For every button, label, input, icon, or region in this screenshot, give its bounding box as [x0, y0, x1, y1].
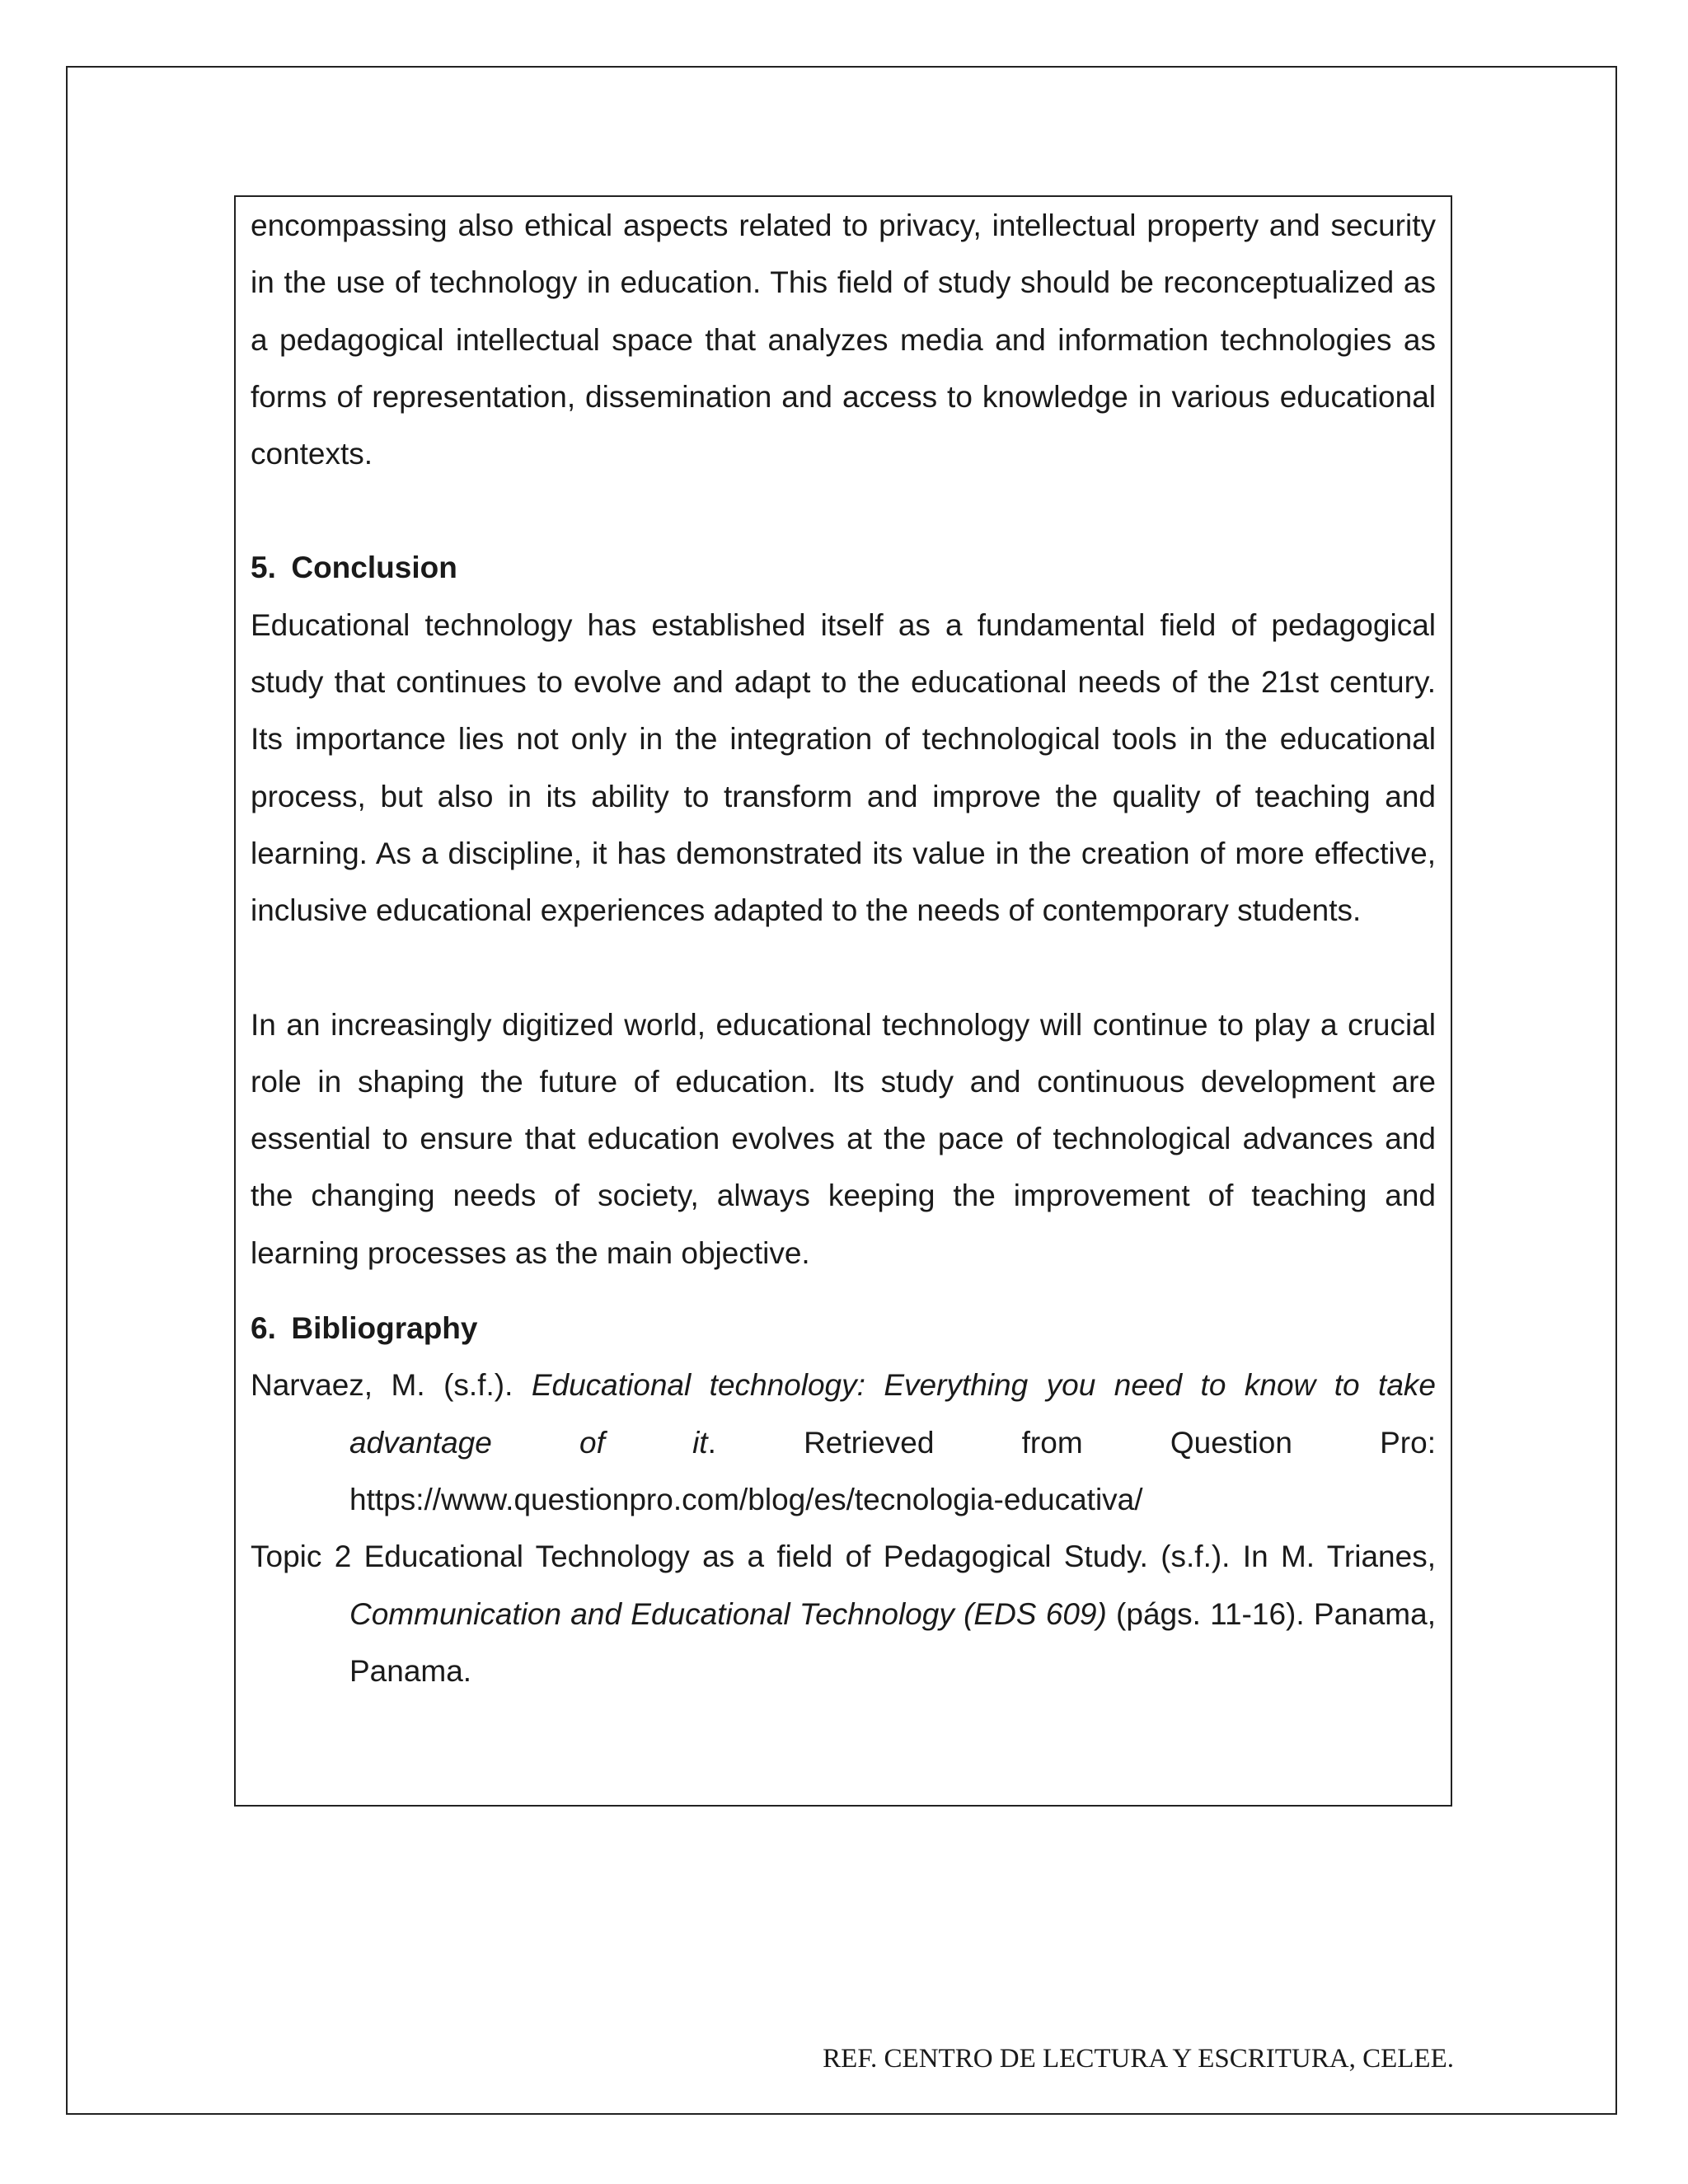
conclusion-paragraph-1: Educational technology has established itself as a fundamental field of pedagogical study that continues to evolve and adapt to the educational needs of the 21st century. Its importance lies not only in the integration of technological tools in the educational process, but also in its ability to transform and improve the quality of teaching and learning. As a discipline, it has demonstrated its value in the creation of more effective, inclusive educational experiences adapted to the needs of contemporary students.	[251, 607, 1436, 928]
conclusion-paragraph-2: In an increasingly digitized world, educational technology will continue to play a crucial role in shaping the future of education. Its study and continuous development are essential to ensure that education evolves at the pace of technological advances and the changing needs of society, always keeping the improvement of teaching and learning processes as the main objective.	[251, 1007, 1436, 1270]
bibliography-entry-source: . Retrieved from Question Pro: https://www.questionpro.com/blog/es/tecnologia-educativa/	[349, 1425, 1436, 1516]
footer-reference: REF. CENTRO DE LECTURA Y ESCRITURA, CELEE.	[823, 2044, 1454, 2074]
bibliography-entry-author: Topic 2 Educational Technology as a field of Pedagogical Study. (s.f.). In M. Trianes,	[251, 1540, 1436, 1574]
bibliography-entry-title: Communication and Educational Technology (EDS 609)	[349, 1596, 1107, 1631]
content-box	[234, 195, 1452, 1807]
bibliography-entry-source: (págs. 11-16). Panama, Panama.	[349, 1596, 1436, 1688]
bibliography-entry-title: Educational technology: Everything you need to know to take advantage of it	[349, 1368, 1436, 1460]
bibliography-entry-author: Narvaez, M. (s.f.).	[251, 1368, 532, 1403]
conclusion-heading: 5. Conclusion	[251, 551, 457, 585]
bibliography-heading: 6. Bibliography	[251, 1311, 478, 1346]
bibliography-entry	[251, 1528, 1436, 1699]
spacer	[251, 940, 1436, 996]
spacer	[251, 482, 1436, 539]
bibliography-entry	[251, 1357, 1436, 1528]
intro-paragraph: encompassing also ethical aspects related to privacy, intellectual property and security in the use of technology in education. This field of study should be reconceptualized as a pedagogical intellectual space that analyzes media and information technologies as forms of representation, dissemination and access to knowledge in various educational contexts.	[251, 209, 1436, 471]
spacer	[251, 1282, 1436, 1300]
